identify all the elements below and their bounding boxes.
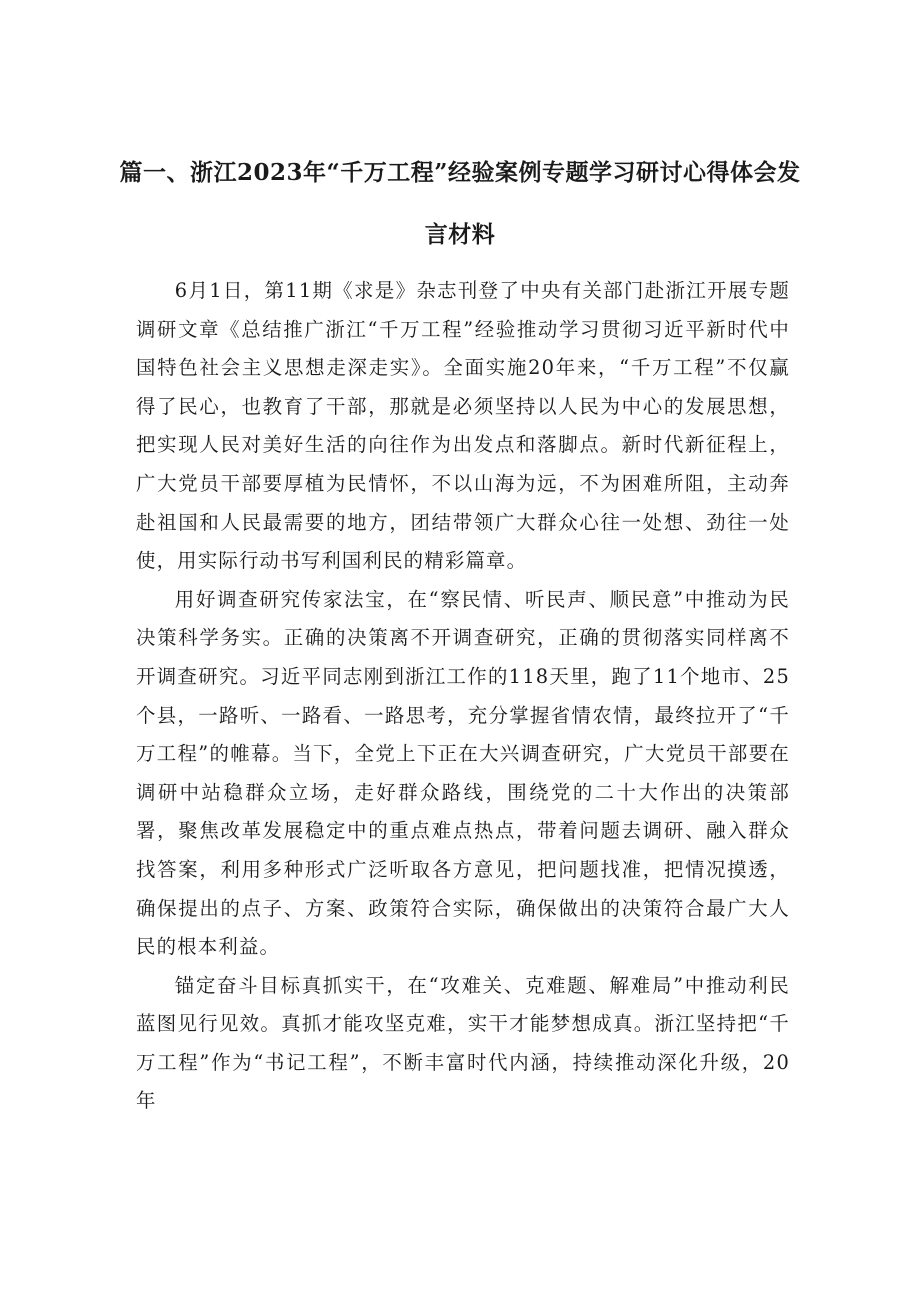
title-line-2: 言材料 xyxy=(424,221,496,248)
document-body xyxy=(136,272,790,1121)
title-line-1: 篇一、浙江2023年“千万工程”经验案例专题学习研讨心得体会发 xyxy=(119,159,801,186)
document-title xyxy=(100,142,820,266)
paragraph-1: 6月1日，第11期《求是》杂志刊登了中央有关部门赴浙江开展专题调研文章《总结推广浙江“千万工程”经验推动学习贯彻习近平新时代中国特色社会主义思想走深走实》。全面实施20年来，“千万工程”不仅赢得了民心，也教育了干部，那就是必须坚持以人民为中心的发展思想，把实现人民对美好生活的向往作为出发点和落脚点。新时代新征程上，广大党员干部要厚植为民情怀，不以山海为远，不为困难所阻，主动奔赴祖国和人民最需要的地方，团结带领广大群众心往一处想、劲往一处使，用实际行动书写利国利民的精彩篇章。 xyxy=(136,279,790,573)
paragraph-2: 用好调查研究传家法宝，在“察民情、听民声、顺民意”中推动为民决策科学务实。正确的决策离不开调查研究，正确的贯彻落实同样离不开调查研究。习近平同志刚到浙江工作的118天里，跑了11个地市、25个县，一路听、一路看、一路思考，充分掌握省情农情，最终拉开了“千万工程”的帷幕。当下，全党上下正在大兴调查研究，广大党员干部要在调研中站稳群众立场，走好群众路线，围绕党的二十大作出的决策部署，聚焦改革发展稳定中的重点难点热点，带着问题去调研、融入群众找答案，利用多种形式广泛听取各方意见，把问题找准，把情况摸透，确保提出的点子、方案、政策符合实际，确保做出的决策符合最广大人民的根本利益。 xyxy=(136,587,790,959)
paragraph-3: 锚定奋斗目标真抓实干，在“攻难关、克难题、解难局”中推动利民蓝图见行见效。真抓才能攻坚克难，实干才能梦想成真。浙江坚持把“千万工程”作为“书记工程”，不断丰富时代内涵，持续推动深化升级，20年 xyxy=(136,973,790,1113)
